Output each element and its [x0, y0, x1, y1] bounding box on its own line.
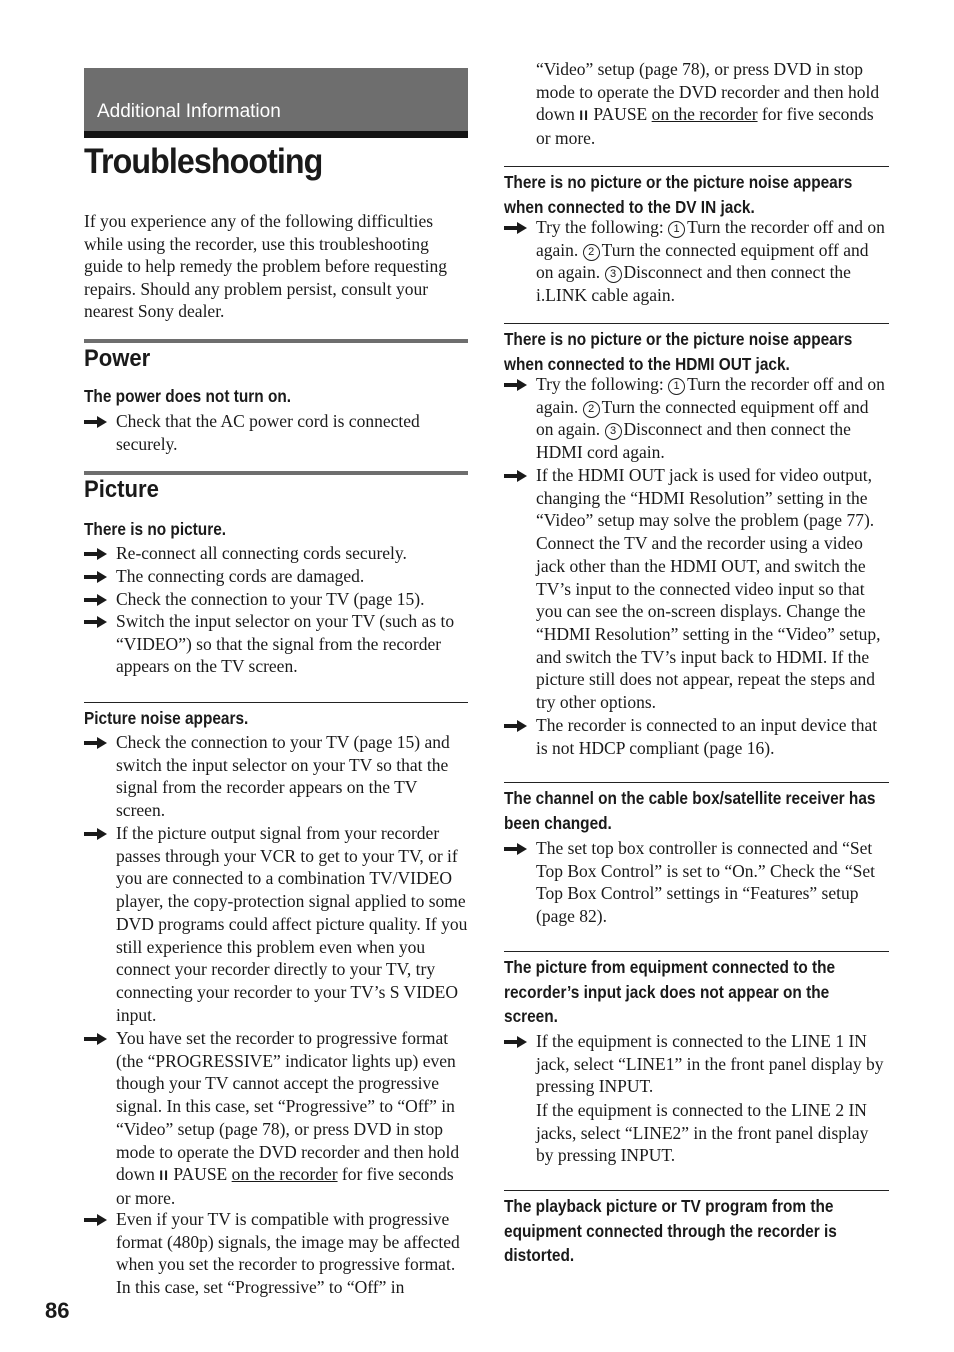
arrow-icon [84, 594, 107, 606]
list-item: Even if your TV is compatible with progressive format (480p) signals, the image may be affected when you set the recorder to progressive format. In this case, set “Progressive” to “Off” in [84, 1208, 468, 1299]
list-item: Check the connection to your TV (page 15). [84, 588, 468, 611]
arrow-icon [84, 737, 107, 749]
picture-question-noise: Picture noise appears. [84, 708, 249, 728]
step-number: 1 [668, 378, 685, 395]
list-item: The connecting cords are damaged. [84, 565, 468, 588]
input-question: The picture from equipment connected to the recorder’s input jack does not appear on the screen. [504, 957, 836, 1026]
step-number: 2 [583, 244, 600, 261]
arrow-icon [84, 548, 107, 560]
list-item: If the HDMI OUT jack is used for video output, changing the “HDMI Resolution” setting in the “Video” setup may solve the problem (page 77). Connect the TV and the recorder using a video jack other than the HDMI OUT, and switch the TV’s input to the connected video input so that you can see the on-screen displays. Change the “HDMI Resolution” setting in the “Video” setup, and switch the TV’s input back to HDMI. If the picture still does not appear, repeat the steps and try other options. [504, 464, 889, 714]
list-item: The set top box controller is connected and “Set Top Box Control” is set to “On.” Check the “Set Top Box Control” settings in “Features” setup (page 82). [504, 837, 889, 928]
arrow-icon [84, 1033, 107, 1045]
list-item: Check the connection to your TV (page 15) and switch the input selector on your TV so that the signal from the recorder appears on the TV screen. [84, 731, 468, 822]
playback-question: The playback picture or TV program from the equipment connected through the recorder is distorted. [504, 1196, 837, 1265]
divider [504, 1190, 889, 1191]
list-item: Try the following: 1 Turn the recorder off and on again. 2 Turn the connected equipment off and on again. 3 Disconnect and then connect the HDMI cord again. [504, 373, 889, 464]
list-item: You have set the recorder to progressive format (the “PROGRESSIVE” indicator lights up) even though your TV cannot accept the progressive signal. In this case, set “Progressive” to “Off” in “Video” setup (page 78), or press DVD in stop mode to operate the DVD recorder and then hold down II PAUSE on the recorder for five seconds or more. [84, 1027, 468, 1210]
list-item-continued: If the equipment is connected to the LINE 2 IN jacks, select “LINE2” in the front panel display by pressing INPUT. [536, 1100, 869, 1166]
list-item: Re-connect all connecting cords securely. [84, 542, 468, 565]
arrow-icon [84, 828, 107, 840]
page-number: 86 [45, 1298, 70, 1323]
step-number: 2 [583, 401, 600, 418]
list-item: Switch the input selector on your TV (such as to “VIDEO”) so that the signal from the recorder appears on the TV screen. [84, 610, 468, 678]
list-item: Check that the AC power cord is connected securely. [84, 410, 468, 455]
pause-icon: II [159, 1167, 170, 1184]
step-number: 3 [605, 266, 622, 283]
list-item: Try the following: 1 Turn the recorder off and on again. 2 Turn the connected equipment off and on again. 3 Disconnect and then connect the i.LINK cable again. [504, 216, 889, 307]
intro-paragraph: If you experience any of the following difficulties while using the recorder, use this troubleshooting guide to help remedy the problem before requesting repairs. Should any problem persist, consult your nearest Sony dealer. [84, 211, 448, 322]
picture-question-no-picture: There is no picture. [84, 519, 227, 539]
dvin-question: There is no picture or the picture noise appears when connected to the DV IN jack. [504, 172, 853, 217]
arrow-icon [504, 720, 527, 732]
on-recorder-note: on the recorder [651, 104, 758, 125]
list-item: The recorder is connected to an input device that is not HDCP compliant (page 16). [504, 714, 889, 759]
arrow-icon [504, 379, 527, 391]
power-heading: Power [84, 345, 151, 372]
picture-heading: Picture [84, 476, 159, 503]
power-question: The power does not turn on. [84, 386, 292, 406]
section-rule [84, 471, 468, 475]
arrow-icon [84, 416, 107, 428]
continued-text: “Video” setup (page 78), or press DVD in stop mode to operate the DVD recorder and then hold down II PAUSE on the recorder for five seconds or more. [536, 59, 880, 149]
divider [84, 702, 468, 703]
arrow-icon [504, 1036, 527, 1048]
divider [504, 782, 889, 783]
divider [504, 951, 889, 952]
arrow-icon [84, 616, 107, 628]
step-number: 3 [605, 423, 622, 440]
hdmi-question: There is no picture or the picture noise appears when connected to the HDMI OUT jack. [504, 329, 853, 374]
arrow-icon [504, 843, 527, 855]
step-number: 1 [668, 221, 685, 238]
divider [504, 166, 889, 167]
section-banner [84, 68, 468, 138]
arrow-icon [84, 1214, 107, 1226]
page-title: Troubleshooting [84, 142, 323, 181]
arrow-icon [84, 571, 107, 583]
list-item: If the equipment is connected to the LINE 1 IN jack, select “LINE1” in the front panel display by pressing INPUT. [504, 1030, 889, 1098]
arrow-icon [504, 470, 527, 482]
list-item: If the picture output signal from your recorder passes through your VCR to get to your TV, or if you are connected to a combination TV/VIDEO player, the copy-protection signal applied to some DVD programs could affect picture quality. If you still experience this problem even when you connect your recorder directly to your TV, try connecting your recorder to your TV’s S VIDEO input. [84, 822, 468, 1026]
arrow-icon [504, 222, 527, 234]
channel-question: The channel on the cable box/satellite receiver has been changed. [504, 788, 876, 833]
on-recorder-note: on the recorder [231, 1164, 338, 1185]
section-banner-label: Additional Information [97, 101, 281, 122]
divider [504, 323, 889, 324]
section-rule [84, 339, 468, 343]
pause-icon: II [579, 107, 590, 124]
